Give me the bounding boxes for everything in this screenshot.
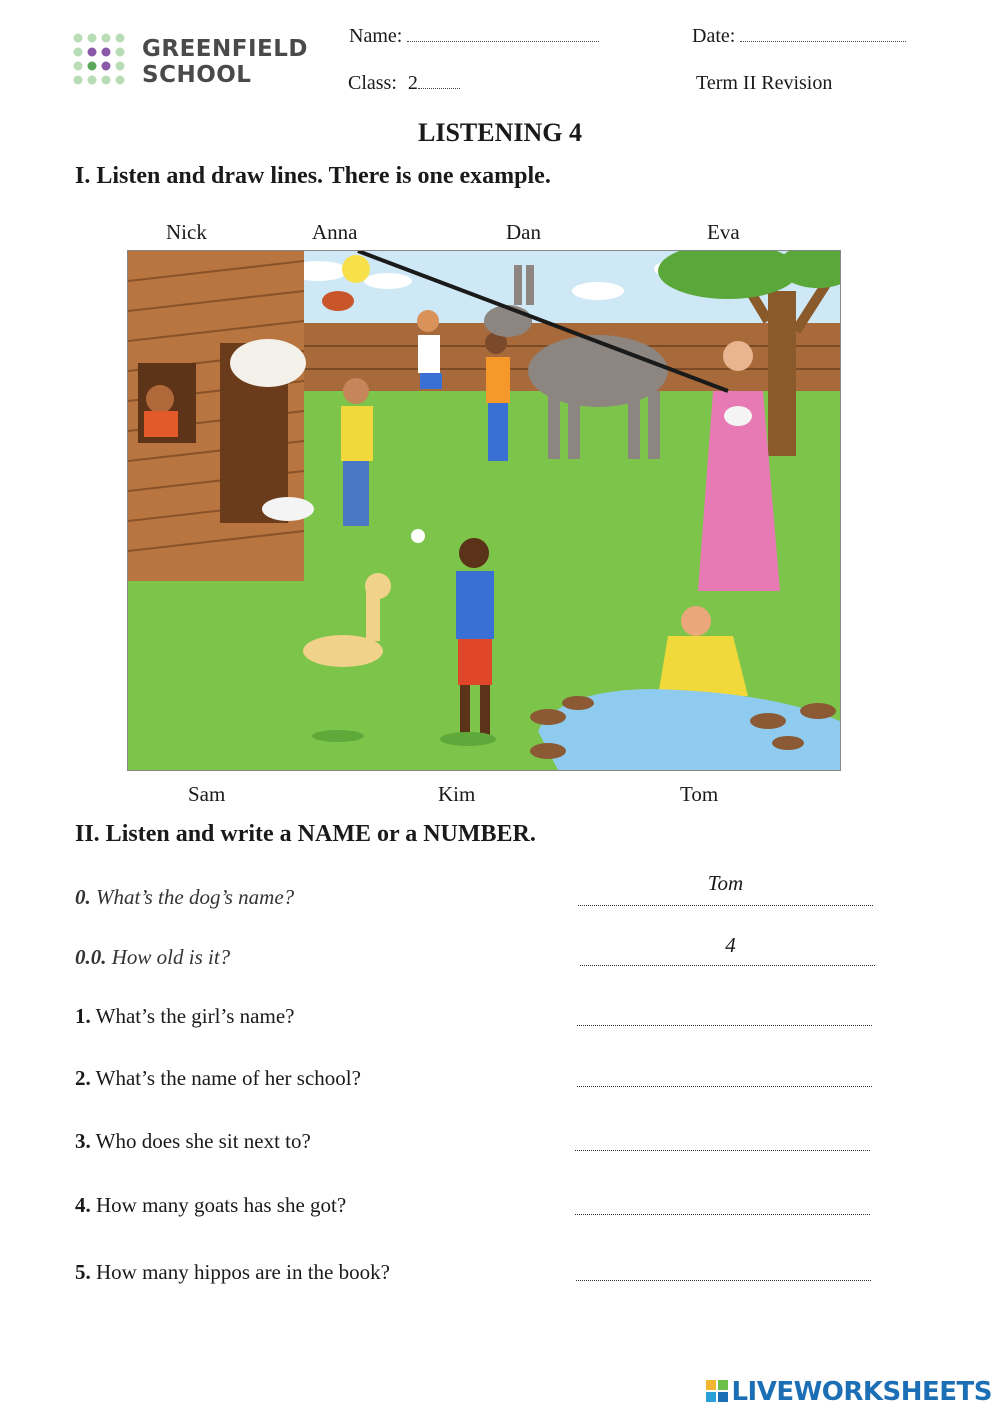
question-number: 4.: [75, 1193, 91, 1217]
question-number: 5.: [75, 1260, 91, 1284]
sun: [342, 255, 370, 283]
question-5: [75, 1260, 390, 1285]
answer-0-line[interactable]: [578, 904, 873, 906]
date-label: Date:: [692, 25, 736, 47]
name-label-dan: Dan: [506, 220, 541, 244]
date-field: [692, 25, 906, 48]
name-label: Name:: [349, 25, 403, 47]
name-label-eva: Eva: [707, 220, 740, 244]
term-label: Term II Revision: [696, 72, 833, 94]
answer-2-line[interactable]: [577, 1085, 872, 1087]
name-label-tom: Tom: [680, 782, 719, 806]
question-0: [75, 885, 294, 910]
question-text: What’s the name of her school?: [95, 1066, 361, 1090]
question-text: How old is it?: [111, 945, 231, 969]
class-field: [348, 72, 460, 95]
farm-scene-illustration: [127, 250, 841, 771]
answer-3-line[interactable]: [575, 1149, 870, 1151]
date-input-line[interactable]: [740, 27, 906, 42]
name-label-kim: Kim: [438, 782, 476, 806]
question-number: 0.0.: [75, 945, 107, 969]
section-2-heading: II. Listen and write a NAME or a NUMBER.: [75, 821, 536, 847]
answer-0-0-line[interactable]: [580, 964, 875, 966]
name-label-nick: Nick: [166, 220, 207, 244]
school-name-line1: GREENFIELD: [142, 36, 308, 62]
question-3: [75, 1129, 311, 1154]
answer-4-line[interactable]: [575, 1213, 870, 1215]
name-label-anna: Anna: [312, 220, 358, 244]
name-label-sam: Sam: [188, 782, 226, 806]
question-4: [75, 1193, 346, 1218]
answer-5-line[interactable]: [576, 1279, 871, 1281]
question-text: How many goats has she got?: [96, 1193, 347, 1217]
liveworksheets-brand[interactable]: [706, 1377, 992, 1407]
question-text: Who does she sit next to?: [95, 1129, 311, 1153]
answer-0-0-text: 4: [725, 933, 736, 957]
class-label: Class:: [348, 72, 397, 94]
class-input-line: [418, 74, 460, 89]
class-value: 2: [407, 72, 418, 94]
question-text: What’s the girl’s name?: [95, 1004, 295, 1028]
question-2: [75, 1066, 361, 1091]
question-number: 2.: [75, 1066, 91, 1090]
question-number: 3.: [75, 1129, 91, 1153]
school-logo: [142, 36, 308, 88]
answer-1-line[interactable]: [577, 1024, 872, 1026]
cow: [230, 339, 306, 387]
name-input-line[interactable]: [407, 27, 599, 42]
brand-label: LIVEWORKSHEETS: [731, 1377, 992, 1407]
question-number: 0.: [75, 885, 91, 909]
school-name-line2: SCHOOL: [142, 62, 252, 88]
answer-0-text: Tom: [707, 871, 744, 895]
school-logo-dots-icon: [72, 32, 134, 94]
page-title: LISTENING 4: [418, 118, 582, 147]
question-text: How many hippos are in the book?: [96, 1260, 390, 1284]
liveworksheets-logo-icon: [706, 1380, 728, 1402]
question-text: What’s the dog’s name?: [96, 885, 295, 909]
name-field: [349, 25, 599, 48]
question-0-0: [75, 945, 230, 970]
question-number: 1.: [75, 1004, 91, 1028]
section-1-heading: I. Listen and draw lines. There is one example.: [75, 163, 551, 189]
question-1: [75, 1004, 294, 1029]
